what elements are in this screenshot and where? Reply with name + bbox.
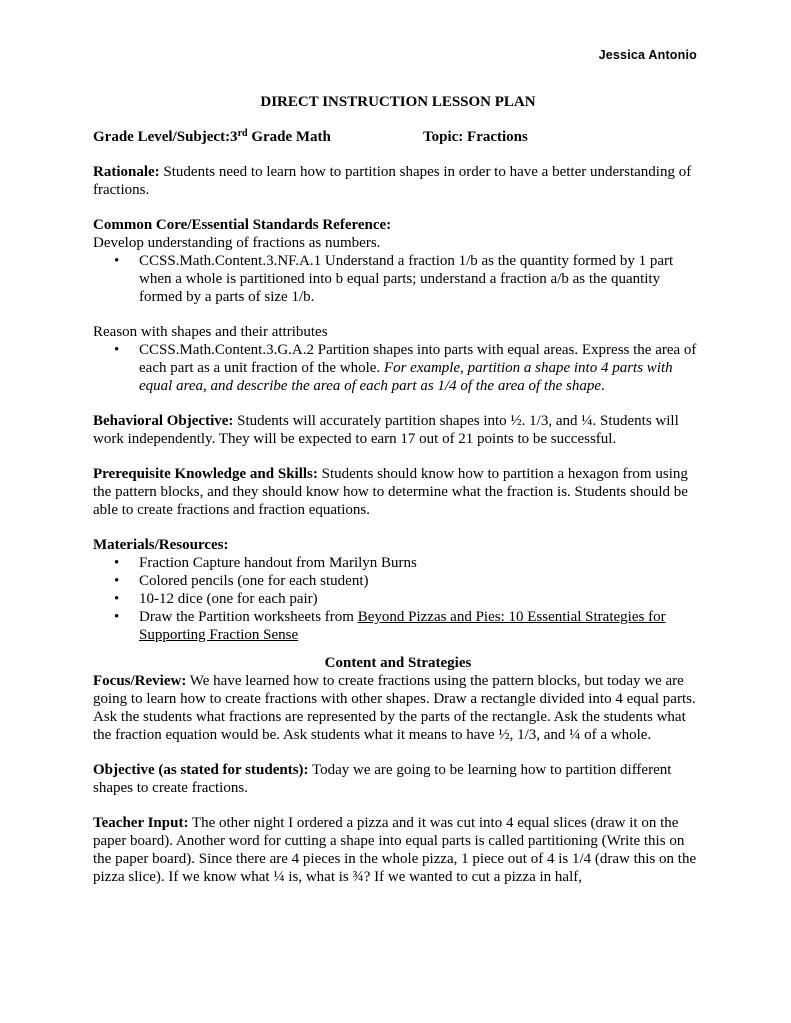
student-objective-label: Objective (as stated for students): bbox=[93, 762, 309, 778]
author-name: Jessica Antonio bbox=[598, 48, 697, 62]
grade-topic-row bbox=[93, 128, 703, 146]
standards-list-1 bbox=[93, 252, 703, 306]
document-title: DIRECT INSTRUCTION LESSON PLAN bbox=[260, 94, 536, 110]
lesson-plan-page bbox=[93, 93, 703, 886]
materials-item: • Colored pencils (one for each student) bbox=[93, 572, 703, 590]
rationale-text: Students need to learn how to partition shapes in order to have a better understanding of fractions. bbox=[93, 164, 692, 198]
standards-intro-1: Develop understanding of fractions as numbers. bbox=[93, 235, 381, 251]
prerequisite-text: Students should know how to partition a hexagon from using the pattern blocks, and they should know how to determine what the fraction is. Students should be able to create fractions and fraction equations. bbox=[93, 466, 688, 518]
materials-item: • 10-12 dice (one for each pair) bbox=[93, 590, 703, 608]
behavioral-objective-text: Students will accurately partition shapes into ½. 1/3, and ¼. Students will work independently. They will be expected to earn 17 out of 21 points to be successful. bbox=[93, 413, 679, 447]
topic-label: Topic: Fractions bbox=[423, 129, 528, 145]
student-objective-section bbox=[93, 761, 703, 797]
rationale-label: Rationale: bbox=[93, 164, 160, 180]
student-objective-text: Today we are going to be learning how to partition different shapes to create fractions. bbox=[93, 762, 672, 796]
teacher-input-label: Teacher Input: bbox=[93, 815, 189, 831]
grade-level-label: Grade Level/Subject:3rd Grade Math bbox=[93, 128, 331, 145]
materials-item: • Fraction Capture handout from Marilyn Burns bbox=[93, 554, 703, 572]
focus-review-section bbox=[93, 672, 703, 744]
materials-section bbox=[93, 536, 703, 644]
materials-list bbox=[93, 554, 703, 644]
teacher-input-section bbox=[93, 814, 703, 886]
materials-heading: Materials/Resources: bbox=[93, 537, 229, 553]
content-heading: Content and Strategies bbox=[324, 655, 472, 671]
teacher-input-text: The other night I ordered a pizza and it was cut into 4 equal slices (draw it on the paper board). Another word for cutting a shape into equal parts is called partitioning (Write this on the paper board). Since there are 4 pieces in the whole pizza, 1 piece out of 4 is 1/4 (draw this on the pizza slice). If we know what ¼ is, what is ¾? If we wanted to cut a pizza in half, bbox=[93, 815, 697, 885]
materials-item: • Draw the Partition worksheets from Beyond Pizzas and Pies: 10 Essential Strategies for Supporting Fraction Sense bbox=[93, 608, 703, 644]
book-title: Beyond Pizzas and Pies: 10 Essential Strategies for Supporting Fraction Sense bbox=[139, 609, 666, 643]
standards-list-2 bbox=[93, 341, 703, 395]
prerequisite-section bbox=[93, 465, 703, 519]
prerequisite-label: Prerequisite Knowledge and Skills: bbox=[93, 466, 318, 482]
behavioral-objective-section bbox=[93, 412, 703, 448]
standards-section bbox=[93, 216, 703, 395]
standards-intro-2: Reason with shapes and their attributes bbox=[93, 324, 328, 340]
rationale-section bbox=[93, 163, 703, 199]
focus-review-text: We have learned how to create fractions using the pattern blocks, but today we are going to learn how to create fractions with other shapes. Draw a rectangle divided into 4 equal parts. Ask the students what fractions are represented by the parts of the rectangle. Ask the students what the fraction equation would be. Ask students what it means to have ½, 1/3, and ¼ of a whole. bbox=[93, 673, 696, 743]
standard-item: • CCSS.Math.Content.3.NF.A.1 Understand a fraction 1/b as the quantity formed by 1 part when a whole is partitioned into b equal parts; understand a fraction a/b as the quantity formed by a parts of size 1/b. bbox=[93, 252, 703, 306]
focus-review-label: Focus/Review: bbox=[93, 673, 187, 689]
behavioral-objective-label: Behavioral Objective: bbox=[93, 413, 234, 429]
standards-heading: Common Core/Essential Standards Reference: bbox=[93, 217, 392, 233]
standard-item: • CCSS.Math.Content.3.G.A.2 Partition shapes into parts with equal areas. Express the area of each part as a unit fraction of the whole. For example, partition a shape into 4 parts with equal area, and describe the area of each part as 1/4 of the area of the shape. bbox=[93, 341, 703, 395]
